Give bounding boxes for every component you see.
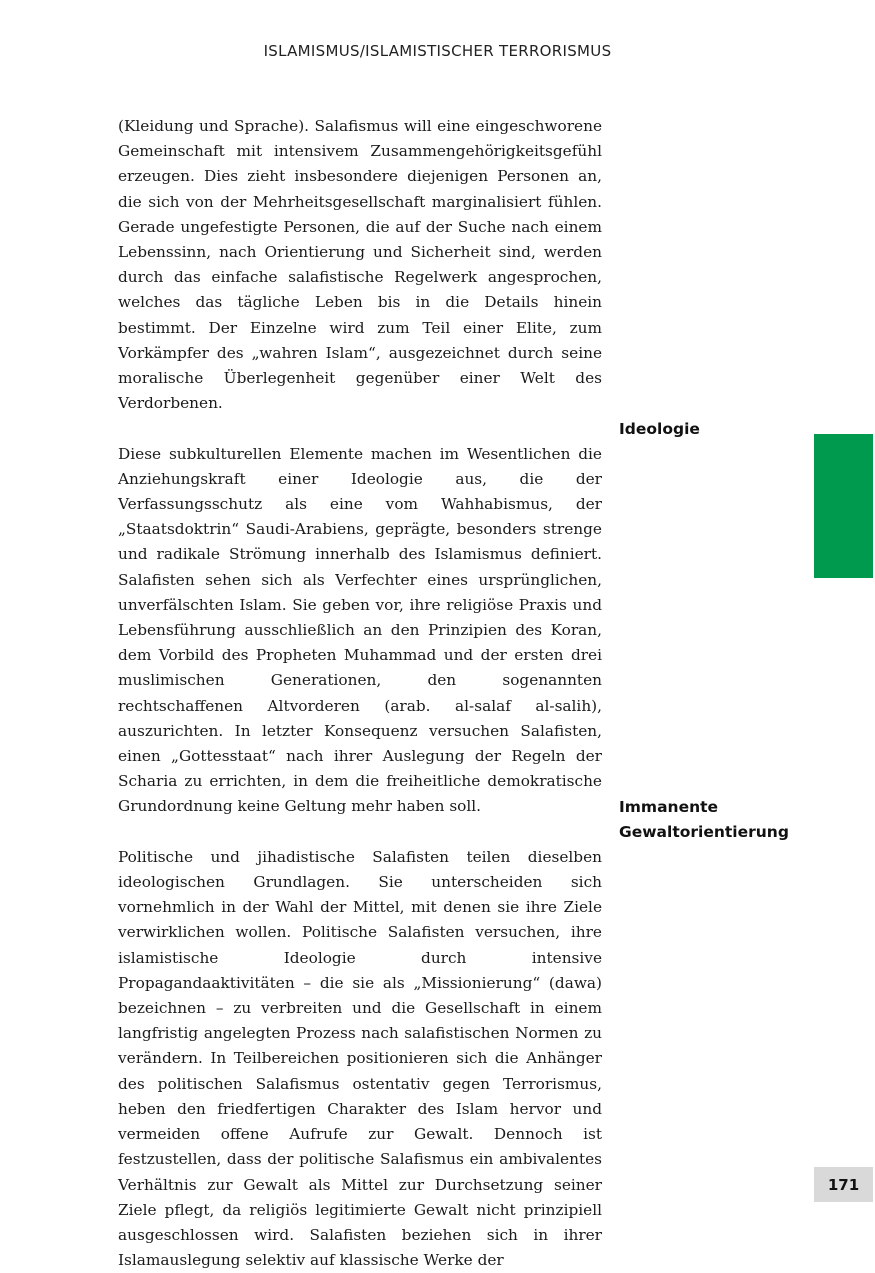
- body-text: [118, 114, 602, 1273]
- margin-heading-ideologie: [619, 417, 799, 442]
- section-color-tab: [814, 434, 873, 578]
- margin-heading-line-1: Immanente: [619, 798, 719, 816]
- margin-heading-line-2: Gewaltorientierung: [619, 823, 789, 842]
- page-number: 171: [827, 1175, 860, 1194]
- paragraph-violence: Politische und jihadistische Salafisten teilen dieselben ideologischen Grundlagen. Sie unterscheiden sich vornehmlich in der Wahl der Mittel, mit denen sie ihre Ziele verwirklichen wollen. Politische Salafisten versuchen, ihre islamistische Ideologie durch intensive Propagandaaktivitäten – die sie als „Missionierung“ (dawa) bezeichnen – zu verbreiten und die Gesellschaft in einem langfristig angelegten Prozess nach salafistischen Normen zu verändern. In Teilbereichen positionieren sich die Anhänger des politischen Salafismus ostentativ gegen Terrorismus, heben den friedfertigen Charakter des Islam hervor und vermeiden offene Aufrufe zur Gewalt. Dennoch ist festzustellen, dass der politische Salafismus ein ambivalentes Verhältnis zur Gewalt als Mittel zur Durchsetzung seiner Ziele pflegt, da religiös legitimierte Gewalt nicht prinzipiell ausgeschlossen wird. Salafisten beziehen sich in ihrer Islamauslegung selektiv auf klassische Werke der: [118, 847, 602, 1270]
- paragraph-ideology: Diese subkulturellen Elemente machen im Wesentlichen die Anziehungskraft einer Ideologie aus, die der Verfassungsschutz als eine vom Wahhabismus, der „Staatsdoktrin“ Saudi-Arabiens, geprägte, besonders strenge und radikale Strömung innerhalb des Islamismus definiert. Salafisten sehen sich als Verfechter eines ursprünglichen, unverfälschten Islam. Sie geben vor, ihre religiöse Praxis und Lebensführung ausschließlich an den Prinzipien des Koran, dem Vorbild des Propheten Muhammad und der ersten drei muslimischen Generationen, den sogenannten rechtschaffenen Altvorderen (arab. al-salaf al-salih), auszurichten. In letzter Konsequenz versuchen Salafisten, einen „Gottesstaat“ nach ihrer Auslegung der Regeln der Scharia zu errichten, in dem die freiheitliche demokratische Grundordnung keine Geltung mehr haben soll.: [118, 444, 602, 816]
- margin-heading-ideologie-text: Ideologie: [619, 420, 700, 438]
- page-number-box: [814, 1167, 873, 1202]
- margin-heading-gewaltorientierung: [619, 795, 799, 845]
- paragraph-subculture: (Kleidung und Sprache). Salafismus will eine eingeschworene Gemeinschaft mit intensivem Zusammengehörigkeitsgefühl erzeugen. Dies zieht insbesondere diejenigen Personen an, die sich von der Mehrheitsgesellschaft marginalisiert fühlen. Gerade ungefestigte Personen, die auf der Suche nach einem Lebenssinn, nach Orientierung und Sicherheit sind, werden durch das einfache salafistische Regelwerk angesprochen, welches das tägliche Leben bis in die Details hinein bestimmt. Der Einzelne wird zum Teil einer Elite, zum Vorkämpfer des „wahren Islam“, ausgezeichnet durch seine moralische Überlegenheit gegenüber einer Welt des Verdorbenen.: [118, 117, 602, 413]
- running-header: ISLAMISMUS/ISLAMISTISCHER TERRORISMUS: [263, 42, 612, 60]
